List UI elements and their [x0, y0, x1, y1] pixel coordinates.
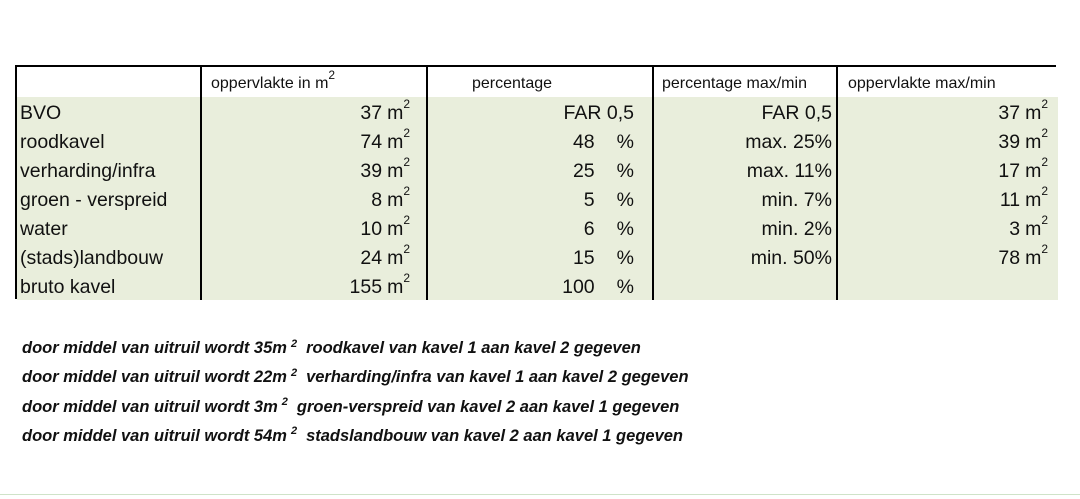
area-number: 74	[360, 130, 383, 153]
area-number: 10	[360, 217, 383, 240]
area-unit: $m^2$	[387, 97, 410, 124]
percentage-number: 25	[572, 159, 595, 182]
area-unit: $m^2$	[387, 155, 410, 182]
area-maxmin-unit: $m^2$	[1025, 97, 1048, 124]
header-empty	[17, 67, 202, 97]
row-label: verharding/infra	[17, 155, 202, 184]
percentage-value	[428, 242, 654, 271]
percentage-maxmin-value: min. 2%	[654, 213, 838, 242]
percentage-maxmin-value: min. 50%	[654, 242, 838, 271]
header-area-maxmin: oppervlakte max/min	[838, 67, 1058, 97]
percentage-maxmin-value	[654, 271, 838, 300]
percentage-unit: %	[616, 217, 634, 240]
area-value	[202, 155, 428, 184]
percentage-value	[428, 271, 654, 300]
area-maxmin-value	[838, 97, 1058, 126]
header-percentage: percentage	[428, 67, 654, 97]
row-label: groen - verspreid	[17, 184, 202, 213]
area-maxmin-number: 3	[1009, 217, 1021, 240]
area-value	[202, 97, 428, 126]
row-label: water	[17, 213, 202, 242]
row-label: BVO	[17, 97, 202, 126]
area-maxmin-value	[838, 271, 1058, 300]
row-label: (stads)landbouw	[17, 242, 202, 271]
area-maxmin-value	[838, 155, 1058, 184]
percentage-maxmin-value: FAR 0,5	[654, 97, 838, 126]
divider	[0, 494, 1080, 495]
percentage-number: 100	[562, 275, 595, 298]
note-line: door middel van uitruil wordt 35m $^2$ roodkavel van kavel 1 aan kavel 2 gegeven	[22, 337, 641, 357]
area-unit: $m^2$	[387, 126, 410, 153]
area-value	[202, 184, 428, 213]
percentage-value	[428, 184, 654, 213]
percentage-unit: %	[616, 159, 634, 182]
note-line: door middel van uitruil wordt 3m $^2$ groen-verspreid van kavel 2 aan kavel 1 gegeven	[22, 396, 680, 416]
area-unit: $m^2$	[387, 271, 410, 298]
area-number: 155	[349, 275, 383, 298]
area-value	[202, 213, 428, 242]
area-maxmin-number: 39	[998, 130, 1021, 153]
row-label: roodkavel	[17, 126, 202, 155]
exchange-notes	[22, 334, 689, 451]
area-maxmin-number: 78	[998, 246, 1021, 269]
area-value	[202, 126, 428, 155]
area-maxmin-value	[838, 184, 1058, 213]
area-maxmin-unit: $m^2$	[1025, 242, 1048, 269]
percentage-value	[428, 126, 654, 155]
header-percentage-maxmin: percentage max/min	[654, 67, 838, 97]
area-number: 39	[360, 159, 383, 182]
row-label: bruto kavel	[17, 271, 202, 300]
note-line: door middel van uitruil wordt 54m $^2$ stadslandbouw van kavel 2 aan kavel 1 gegeven	[22, 425, 683, 445]
percentage-maxmin-value: min. 7%	[654, 184, 838, 213]
area-maxmin-value	[838, 242, 1058, 271]
area-number: 37	[360, 101, 383, 124]
header-area: oppervlakte in m $^2$	[202, 67, 428, 97]
area-unit: $m^2$	[387, 184, 410, 211]
percentage-number: 15	[572, 246, 595, 269]
percentage-number: FAR 0,5	[563, 101, 634, 124]
area-maxmin-value	[838, 213, 1058, 242]
area-number: 24	[360, 246, 383, 269]
percentage-number: 5	[583, 188, 595, 211]
area-maxmin-number: 17	[998, 159, 1021, 182]
area-value	[202, 271, 428, 300]
area-maxmin-number: 11	[999, 188, 1021, 211]
area-unit: $m^2$	[387, 242, 410, 269]
percentage-unit: %	[616, 275, 634, 298]
percentage-value	[428, 213, 654, 242]
area-maxmin-unit: $m^2$	[1025, 213, 1048, 240]
percentage-number: 48	[572, 130, 595, 153]
area-maxmin-unit: $m^2$	[1025, 155, 1048, 182]
area-table	[15, 65, 1056, 299]
area-value	[202, 242, 428, 271]
percentage-value	[428, 155, 654, 184]
percentage-unit: %	[616, 188, 634, 211]
percentage-maxmin-value: max. 25%	[654, 126, 838, 155]
area-number: 8	[371, 188, 383, 211]
area-maxmin-value	[838, 126, 1058, 155]
note-line: door middel van uitruil wordt 22m $^2$ verharding/infra van kavel 1 aan kavel 2 gegeven	[22, 366, 689, 387]
area-maxmin-unit: $m^2$	[1025, 126, 1048, 153]
percentage-unit: %	[616, 246, 634, 269]
percentage-unit: %	[616, 130, 634, 153]
percentage-value	[428, 97, 654, 126]
percentage-maxmin-value: max. 11%	[654, 155, 838, 184]
area-maxmin-number: 37	[998, 101, 1021, 124]
area-unit: $m^2$	[387, 213, 410, 240]
percentage-number: 6	[583, 217, 595, 240]
area-maxmin-unit: $m^2$	[1025, 184, 1048, 211]
